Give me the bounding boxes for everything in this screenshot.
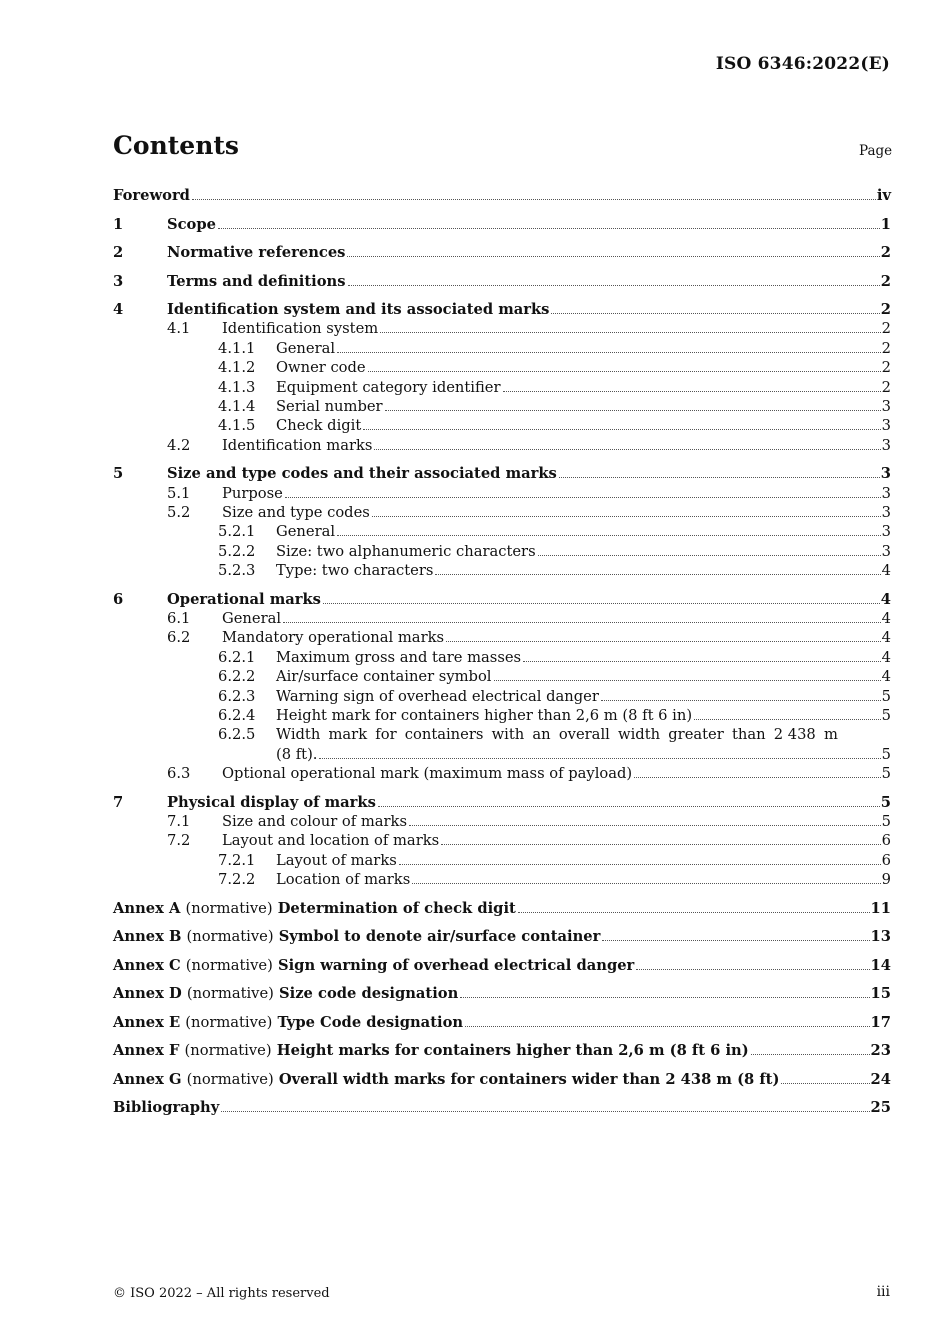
toc-page: 25 (870, 1099, 891, 1117)
toc-title-word: with (491, 726, 525, 744)
toc-title-word: overall (558, 726, 610, 744)
toc-page: 4 (881, 648, 891, 666)
toc-page: 3 (881, 397, 891, 415)
toc-title: Owner code (276, 359, 366, 377)
leader-dots (602, 940, 869, 941)
leader-dots (363, 429, 880, 430)
toc-page: 11 (870, 899, 891, 917)
toc-entry-7-1[interactable] (113, 811, 891, 830)
toc-page: 5 (881, 765, 891, 783)
toc-page: iv (876, 187, 891, 204)
toc-title: Scope (167, 215, 216, 233)
document-id: ISO 6346:2022(E) (715, 54, 890, 74)
toc-number: 7.1 (167, 813, 191, 831)
leader-dots (385, 410, 881, 411)
toc-entry-6-2-5-cont[interactable] (113, 743, 891, 762)
leader-dots (368, 371, 881, 372)
toc-page: 1 (880, 215, 891, 233)
leader-dots (441, 844, 880, 845)
toc-page: 3 (880, 465, 891, 483)
toc-title: Optional operational mark (maximum mass of payload) (222, 765, 633, 783)
leader-dots (372, 516, 881, 517)
toc-number: 5 (113, 465, 124, 483)
toc-entry-6-3[interactable] (113, 763, 891, 782)
toc-title-word: Width (276, 726, 321, 744)
toc-page: 4 (881, 562, 891, 580)
toc-page: 5 (881, 813, 891, 831)
toc-number: 6 (113, 590, 124, 608)
toc-page: 3 (881, 523, 891, 541)
toc-number: 6.2.4 (218, 707, 256, 725)
toc-number: 4.1.2 (218, 359, 256, 377)
leader-dots (494, 680, 881, 681)
toc-title: Warning sign of overhead electrical danger (276, 687, 599, 705)
toc-number: 6.2.5 (218, 726, 256, 744)
toc-page: 9 (881, 871, 891, 889)
toc-number: 6.2 (167, 629, 191, 647)
toc-title: Check digit (276, 417, 362, 435)
leader-dots (337, 535, 881, 536)
toc-page: 14 (870, 956, 891, 974)
annex-kind: (normative) (185, 956, 273, 974)
toc-entry-6-2-2[interactable] (113, 666, 891, 685)
toc-title: Size and type codes (222, 504, 370, 522)
toc-title: Normative references (167, 244, 346, 261)
toc-entry-4-2[interactable] (113, 434, 891, 453)
toc-entry-4-1-2[interactable] (113, 357, 891, 376)
toc-title-word: 2 438 (773, 726, 816, 744)
leader-dots (192, 199, 876, 200)
toc-title: Serial number (276, 397, 383, 415)
leader-dots (634, 777, 881, 778)
leader-dots (221, 1111, 869, 1112)
toc-title-word: width (618, 726, 661, 744)
toc-number: 7.2.1 (218, 851, 256, 869)
toc-number: 3 (113, 272, 124, 290)
toc-entry-6-2-5[interactable] (113, 724, 891, 743)
toc-title: Determination of check digit (277, 899, 516, 917)
toc-title: Identification marks (222, 436, 373, 454)
toc-page: 17 (870, 1013, 891, 1031)
toc-number: 5.2.3 (218, 562, 256, 580)
toc-page: 6 (881, 851, 891, 869)
toc-number: 5.2.1 (218, 523, 256, 541)
toc-page: 3 (881, 417, 891, 435)
toc-title: Size: two alphanumeric characters (276, 542, 536, 560)
toc-number: 6.1 (167, 610, 191, 628)
toc-entry-3[interactable] (113, 270, 891, 290)
toc-page: 5 (881, 687, 891, 705)
leader-dots (694, 719, 881, 720)
annex-label: Annex D (113, 985, 182, 1003)
toc-title: Type Code designation (277, 1013, 464, 1031)
annex-label: Annex B (113, 928, 182, 946)
toc-number: 5.2.2 (218, 542, 256, 560)
toc-title: Height marks for containers higher than 2,6 m (8 ft 6 in) (276, 1042, 749, 1060)
toc-page: 4 (880, 590, 891, 608)
toc-entry-6-1[interactable] (113, 608, 891, 627)
toc-page: 3 (881, 436, 891, 454)
toc-page: 4 (881, 668, 891, 686)
toc-entry-7[interactable] (113, 791, 891, 811)
toc-page: 3 (881, 542, 891, 560)
toc-number: 4.1.3 (218, 378, 256, 396)
toc-title: Equipment category identifier (276, 378, 501, 396)
annex-kind: (normative) (186, 928, 274, 946)
leader-dots (551, 313, 879, 314)
toc-title: Type: two characters (276, 562, 434, 580)
toc-title-word: for (375, 726, 397, 744)
toc-entry-5-2-2[interactable] (113, 540, 891, 559)
toc-title: Size code designation (279, 985, 459, 1003)
toc-number: 6.2.1 (218, 648, 256, 666)
toc-title: Terms and definitions (167, 272, 346, 290)
toc-entry-2[interactable] (113, 241, 891, 261)
leader-dots (409, 825, 881, 826)
toc-title-word: mark (328, 726, 368, 744)
table-of-contents (113, 184, 891, 1116)
toc-number: 4.1.4 (218, 397, 256, 415)
toc-title: Overall width marks for containers wider than 2 438 m (8 ft) (278, 1070, 780, 1088)
annex-kind: (normative) (186, 985, 274, 1003)
leader-dots (399, 864, 881, 865)
toc-entry-4[interactable] (113, 298, 891, 318)
toc-page: 2 (881, 378, 891, 396)
annex-label: Annex C (113, 956, 181, 974)
toc-title: Foreword (113, 187, 190, 204)
leader-dots (601, 700, 881, 701)
toc-title-word: m (823, 726, 838, 744)
leader-dots (465, 1026, 870, 1027)
toc-page: 5 (881, 707, 891, 725)
toc-title: Height mark for containers higher than 2,6 m (8 ft 6 in) (276, 707, 693, 725)
toc-entry-foreword[interactable] (113, 184, 891, 204)
leader-dots (751, 1054, 870, 1055)
toc-number: 2 (113, 244, 124, 261)
toc-title-word: greater (668, 726, 724, 744)
toc-entry-1[interactable] (113, 213, 891, 233)
toc-title: Size and type codes and their associated marks (167, 465, 557, 483)
toc-entry-7-2-1[interactable] (113, 849, 891, 868)
page-column-label: Page (859, 143, 893, 159)
toc-title-word: than (731, 726, 766, 744)
toc-number: 7 (113, 793, 124, 811)
toc-title: Layout and location of marks (222, 832, 440, 850)
toc-page: 3 (881, 504, 891, 522)
toc-title: Size and colour of marks (222, 813, 407, 831)
leader-dots (446, 641, 881, 642)
leader-dots (412, 883, 880, 884)
toc-page: 6 (881, 832, 891, 850)
toc-entry-annex-g[interactable] (113, 1068, 891, 1088)
leader-dots (285, 497, 881, 498)
toc-number: 7.2 (167, 832, 191, 850)
toc-number: 7.2.2 (218, 871, 256, 889)
toc-page: 2 (881, 320, 891, 338)
toc-title-word: an (532, 726, 551, 744)
leader-dots (503, 391, 881, 392)
toc-page: 2 (880, 301, 891, 318)
toc-entry-4-1-5[interactable] (113, 415, 891, 434)
leader-dots (348, 285, 880, 286)
toc-entry-annex-e[interactable] (113, 1011, 891, 1031)
annex-kind: (normative) (185, 1013, 273, 1031)
toc-number: 4 (113, 301, 124, 318)
toc-entry-annex-a[interactable] (113, 897, 891, 917)
toc-entry-7-2[interactable] (113, 830, 891, 849)
toc-title: Identification system (222, 320, 379, 338)
toc-entry-6-2-3[interactable] (113, 685, 891, 704)
toc-entry-7-2-2[interactable] (113, 869, 891, 888)
leader-dots (781, 1083, 869, 1084)
toc-entry-5-1[interactable] (113, 482, 891, 501)
toc-title: Location of marks (276, 871, 411, 889)
toc-page: 23 (870, 1042, 891, 1060)
annex-label: Annex A (113, 899, 181, 917)
toc-title-line2: (8 ft). (276, 745, 318, 763)
toc-entry-annex-b[interactable] (113, 925, 891, 945)
toc-page: 3 (881, 484, 891, 502)
toc-title: Bibliography (113, 1099, 220, 1117)
annex-kind: (normative) (186, 1070, 274, 1088)
leader-dots (538, 555, 881, 556)
leader-dots (523, 661, 881, 662)
toc-title: General (276, 523, 336, 541)
toc-title: Symbol to denote air/surface container (278, 928, 601, 946)
annex-label: Annex G (113, 1070, 182, 1088)
toc-title: Purpose (222, 484, 283, 502)
leader-dots (460, 997, 869, 998)
annex-label: Annex F (113, 1042, 180, 1060)
annex-kind: (normative) (185, 899, 273, 917)
leader-dots (380, 332, 880, 333)
toc-page: 5 (881, 745, 891, 763)
toc-entry-5-2-1[interactable] (113, 521, 891, 540)
leader-dots (374, 449, 880, 450)
leader-dots (559, 477, 880, 478)
leader-dots (435, 574, 880, 575)
toc-entry-annex-c[interactable] (113, 954, 891, 974)
toc-page: 2 (880, 244, 891, 261)
toc-entry-bibliography[interactable] (113, 1096, 891, 1116)
toc-title: General (222, 610, 282, 628)
toc-entry-4-1-3[interactable] (113, 376, 891, 395)
toc-title: Maximum gross and tare masses (276, 648, 522, 666)
toc-page: 24 (870, 1070, 891, 1088)
toc-title: Mandatory operational marks (222, 629, 445, 647)
toc-page: 2 (881, 339, 891, 357)
leader-dots (337, 352, 881, 353)
toc-title: Sign warning of overhead electrical danger (277, 956, 635, 974)
toc-number: 5.1 (167, 484, 191, 502)
toc-title: Identification system and its associated marks (167, 301, 550, 318)
page-number: iii (876, 1284, 890, 1300)
toc-title-word: containers (404, 726, 484, 744)
copyright-notice: © ISO 2022 – All rights reserved (113, 1286, 330, 1301)
toc-page: 13 (870, 928, 891, 946)
toc-page: 4 (881, 610, 891, 628)
toc-title: General (276, 339, 336, 357)
page-title: Contents (113, 131, 240, 160)
toc-page: 5 (880, 793, 891, 811)
toc-number: 6.2.2 (218, 668, 256, 686)
toc-entry-5-2[interactable] (113, 502, 891, 521)
leader-dots (347, 256, 879, 257)
toc-number: 4.1 (167, 320, 191, 338)
toc-entry-4-1-4[interactable] (113, 396, 891, 415)
toc-title: Air/surface container symbol (276, 668, 492, 686)
toc-entry-6-2-1[interactable] (113, 646, 891, 665)
toc-title: Physical display of marks (167, 793, 376, 811)
toc-entry-annex-f[interactable] (113, 1039, 891, 1059)
annex-label: Annex E (113, 1013, 181, 1031)
toc-number: 4.1.5 (218, 417, 256, 435)
leader-dots (378, 806, 880, 807)
toc-entry-5-2-3[interactable] (113, 560, 891, 579)
leader-dots (218, 228, 880, 229)
toc-number: 6.2.3 (218, 687, 256, 705)
leader-dots (319, 758, 880, 759)
toc-title: Operational marks (167, 590, 321, 608)
toc-title: Layout of marks (276, 851, 397, 869)
toc-page: 15 (870, 985, 891, 1003)
leader-dots (636, 969, 869, 970)
toc-page: 4 (881, 629, 891, 647)
toc-page: 2 (880, 272, 891, 290)
leader-dots (323, 603, 880, 604)
toc-page: 2 (881, 359, 891, 377)
toc-title-line1 (276, 726, 838, 743)
toc-entry-6-2-4[interactable] (113, 705, 891, 724)
toc-number: 6.3 (167, 765, 191, 783)
toc-entry-6[interactable] (113, 588, 891, 608)
toc-entry-4-1[interactable] (113, 318, 891, 337)
toc-number: 4.1.1 (218, 339, 256, 357)
toc-entry-5[interactable] (113, 462, 891, 482)
toc-number: 1 (113, 215, 124, 233)
toc-number: 4.2 (167, 436, 191, 454)
leader-dots (518, 912, 870, 913)
annex-kind: (normative) (184, 1042, 272, 1060)
leader-dots (283, 622, 881, 623)
toc-entry-annex-d[interactable] (113, 982, 891, 1002)
toc-entry-4-1-1[interactable] (113, 337, 891, 356)
toc-entry-6-2[interactable] (113, 627, 891, 646)
toc-number: 5.2 (167, 504, 191, 522)
